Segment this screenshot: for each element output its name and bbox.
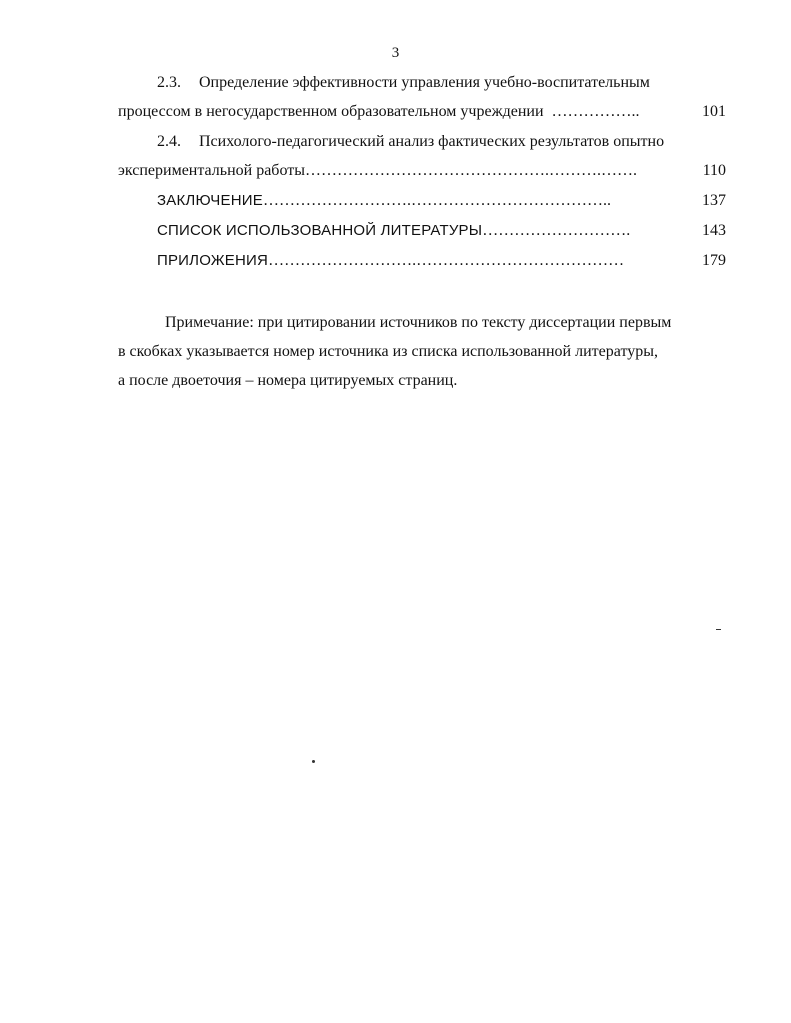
toc-item-2-4-line2: [118, 162, 726, 180]
toc-item-2-3-heading: [157, 74, 650, 92]
toc-item-2-4-title-line2: экспериментальной работы: [118, 162, 305, 179]
toc-conclusion-title: ЗАКЛЮЧЕНИЕ: [157, 192, 263, 209]
scan-speck: [716, 629, 721, 630]
toc-bibliography-leader: ……………………….: [482, 222, 631, 239]
toc-bibliography-page: 143: [702, 222, 726, 239]
toc-bibliography-title: СПИСОК ИСПОЛЬЗОВАННОЙ ЛИТЕРАТУРЫ: [157, 222, 483, 239]
toc-item-2-4-leader: ……………………………………….……….…….: [304, 162, 637, 179]
note-line-1: Примечание: при цитировании источников по тексту диссертации первым: [165, 314, 672, 331]
toc-item-2-4-number: 2.4.: [157, 133, 181, 150]
toc-item-2-4-title-line1: Психолого-педагогический анализ фактических результатов опытно: [199, 133, 665, 150]
toc-conclusion: [157, 192, 726, 210]
toc-appendices-leader: ……………………….…………………………………: [268, 252, 625, 269]
toc-conclusion-leader: ……………………….………………………………..: [262, 192, 611, 209]
toc-bibliography: [157, 222, 726, 240]
page-number: 3: [391, 45, 400, 61]
toc-item-2-3-line2: [118, 103, 726, 121]
toc-item-2-3-page: 101: [702, 103, 726, 120]
scan-dot: [312, 760, 315, 763]
toc-item-2-4-page: 110: [702, 162, 726, 179]
toc-appendices: [157, 252, 726, 270]
toc-item-2-3-title-line2: процессом в негосударственном образовательном учреждении: [118, 103, 544, 120]
toc-item-2-3-leader: ……………..: [551, 103, 640, 120]
toc-item-2-3-title-line1: Определение эффективности управления учебно-воспитательным: [199, 74, 650, 91]
toc-item-2-4-heading: [157, 133, 664, 151]
toc-appendices-title: ПРИЛОЖЕНИЯ: [157, 252, 269, 269]
note-line-3: а после двоеточия – номера цитируемых страниц.: [118, 372, 458, 389]
toc-item-2-3-number: 2.3.: [157, 74, 181, 91]
toc-appendices-page: 179: [702, 252, 726, 269]
note-line-2: в скобках указывается номер источника из списка использованной литературы,: [118, 343, 658, 360]
toc-conclusion-page: 137: [702, 192, 726, 209]
